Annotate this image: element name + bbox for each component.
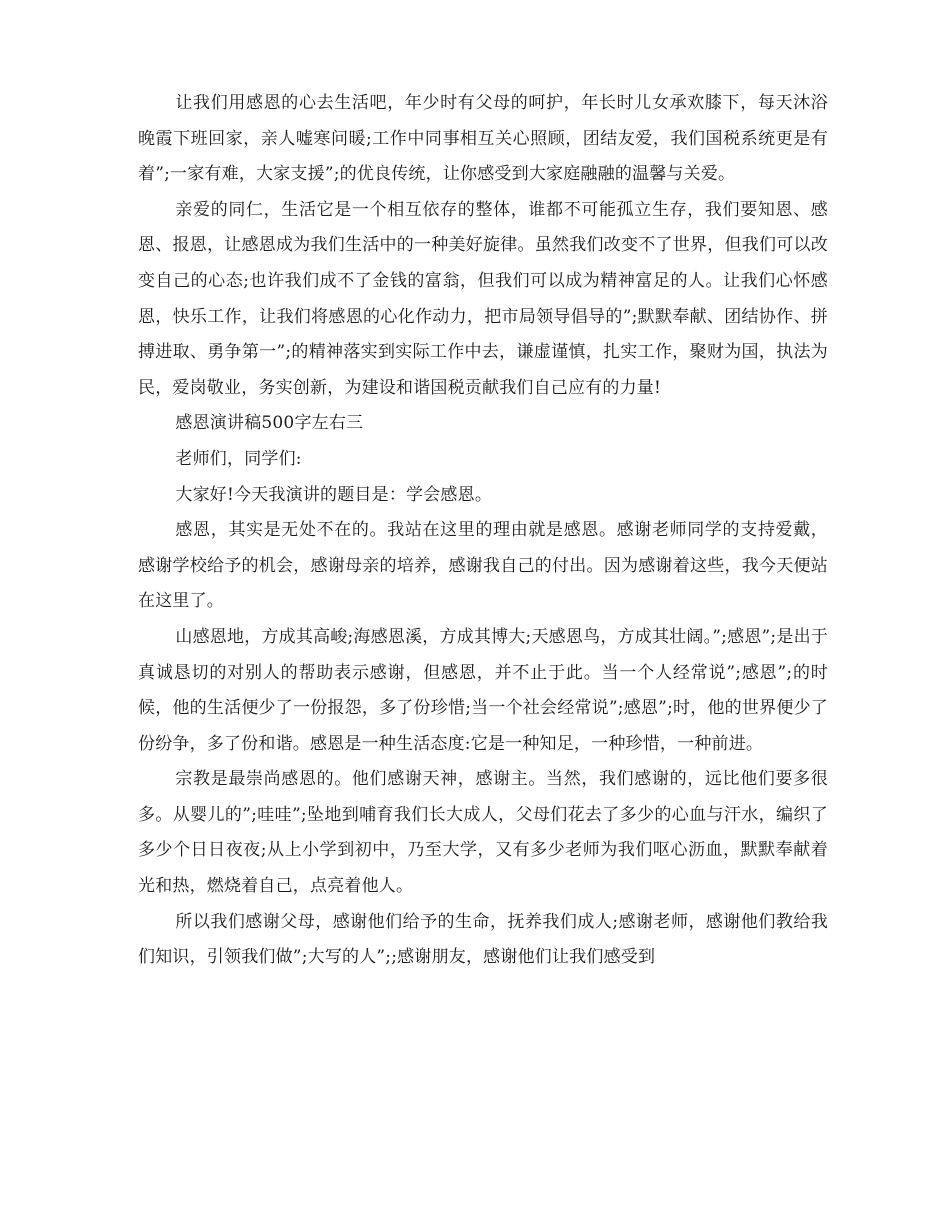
paragraph-gratitude-life: 让我们用感恩的心去生活吧，年少时有父母的呵护，年长时儿女承欢膝下，每天沐浴晚霞下班回家，亲人嘘寒问暖;工作中同事相互关心照顾，团结友爱，我们国税系统更是有着”;一家有难，大家支援”;的优良传统，让你感受到大家庭融融的温馨与关爱。 [138,93,828,185]
paragraph-mountain-sea-sky: 山感恩地，方成其高峻;海感恩溪，方成其博大;天感恩鸟，方成其壮阔。”;感恩”;是出于真诚恳切的对别人的帮助表示感谢，但感恩，并不止于此。当一个人经常说”;感恩”;的时候，他的生活便少了一份报怨，多了份珍惜;当一个社会经常说”;感恩”;时，他的世界便少了份纷争，多了份和谐。感恩是一种生活态度:它是一种知足，一种珍惜，一种前进。 [138,626,828,754]
paragraph-gratitude-everywhere: 感恩，其实是无处不在的。我站在这里的理由就是感恩。感谢老师同学的支持爱戴，感谢学校给予的机会，感谢母亲的培养，感谢我自己的付出。因为感谢着这些，我今天便站在这里了。 [138,520,828,612]
paragraph-dear-colleagues: 亲爱的同仁，生活它是一个相互依存的整体，谁都不可能孤立生存，我们要知恩、感恩、报恩，让感恩成为我们生活中的一种美好旋律。虽然我们改变不了世界，但我们可以改变自己的心态;也许我们成不了金钱的富翁，但我们可以成为精神富足的人。让我们心怀感恩，快乐工作，让我们将感恩的心化作动力，把市局领导倡导的”;默默奉献、团结协作、拼搏进取、勇争第一”;的精神落实到实际工作中去，谦虚谨慎，扎实工作，聚财为国，执法为民，爱岗敬业，务实创新，为建设和谐国税贡献我们自己应有的力量! [138,199,828,398]
salutation: 老师们，同学们: [175,448,302,469]
document-body [138,86,828,976]
section-title: 感恩演讲稿500字左右三 [175,413,364,434]
paragraph-thank-parents: 所以我们感谢父母，感谢他们给予的生命，抚养我们成人;感谢老师，感谢他们教给我们知识，引领我们做”;大写的人”;;感谢朋友，感谢他们让我们感受到 [138,911,828,968]
paragraph-religion: 宗教是最崇尚感恩的。他们感谢天神，感谢主。当然，我们感谢的，远比他们要多很多。从婴儿的”;哇哇”;坠地到哺育我们长大成人，父母们花去了多少的心血与汗水，编织了多少个日日夜夜;从上小学到初中，乃至大学，又有多少老师为我们呕心沥血，默默奉献着光和热，燃烧着自己，点亮着他人。 [138,769,828,897]
greeting: 大家好!今天我演讲的题目是：学会感恩。 [175,484,493,505]
